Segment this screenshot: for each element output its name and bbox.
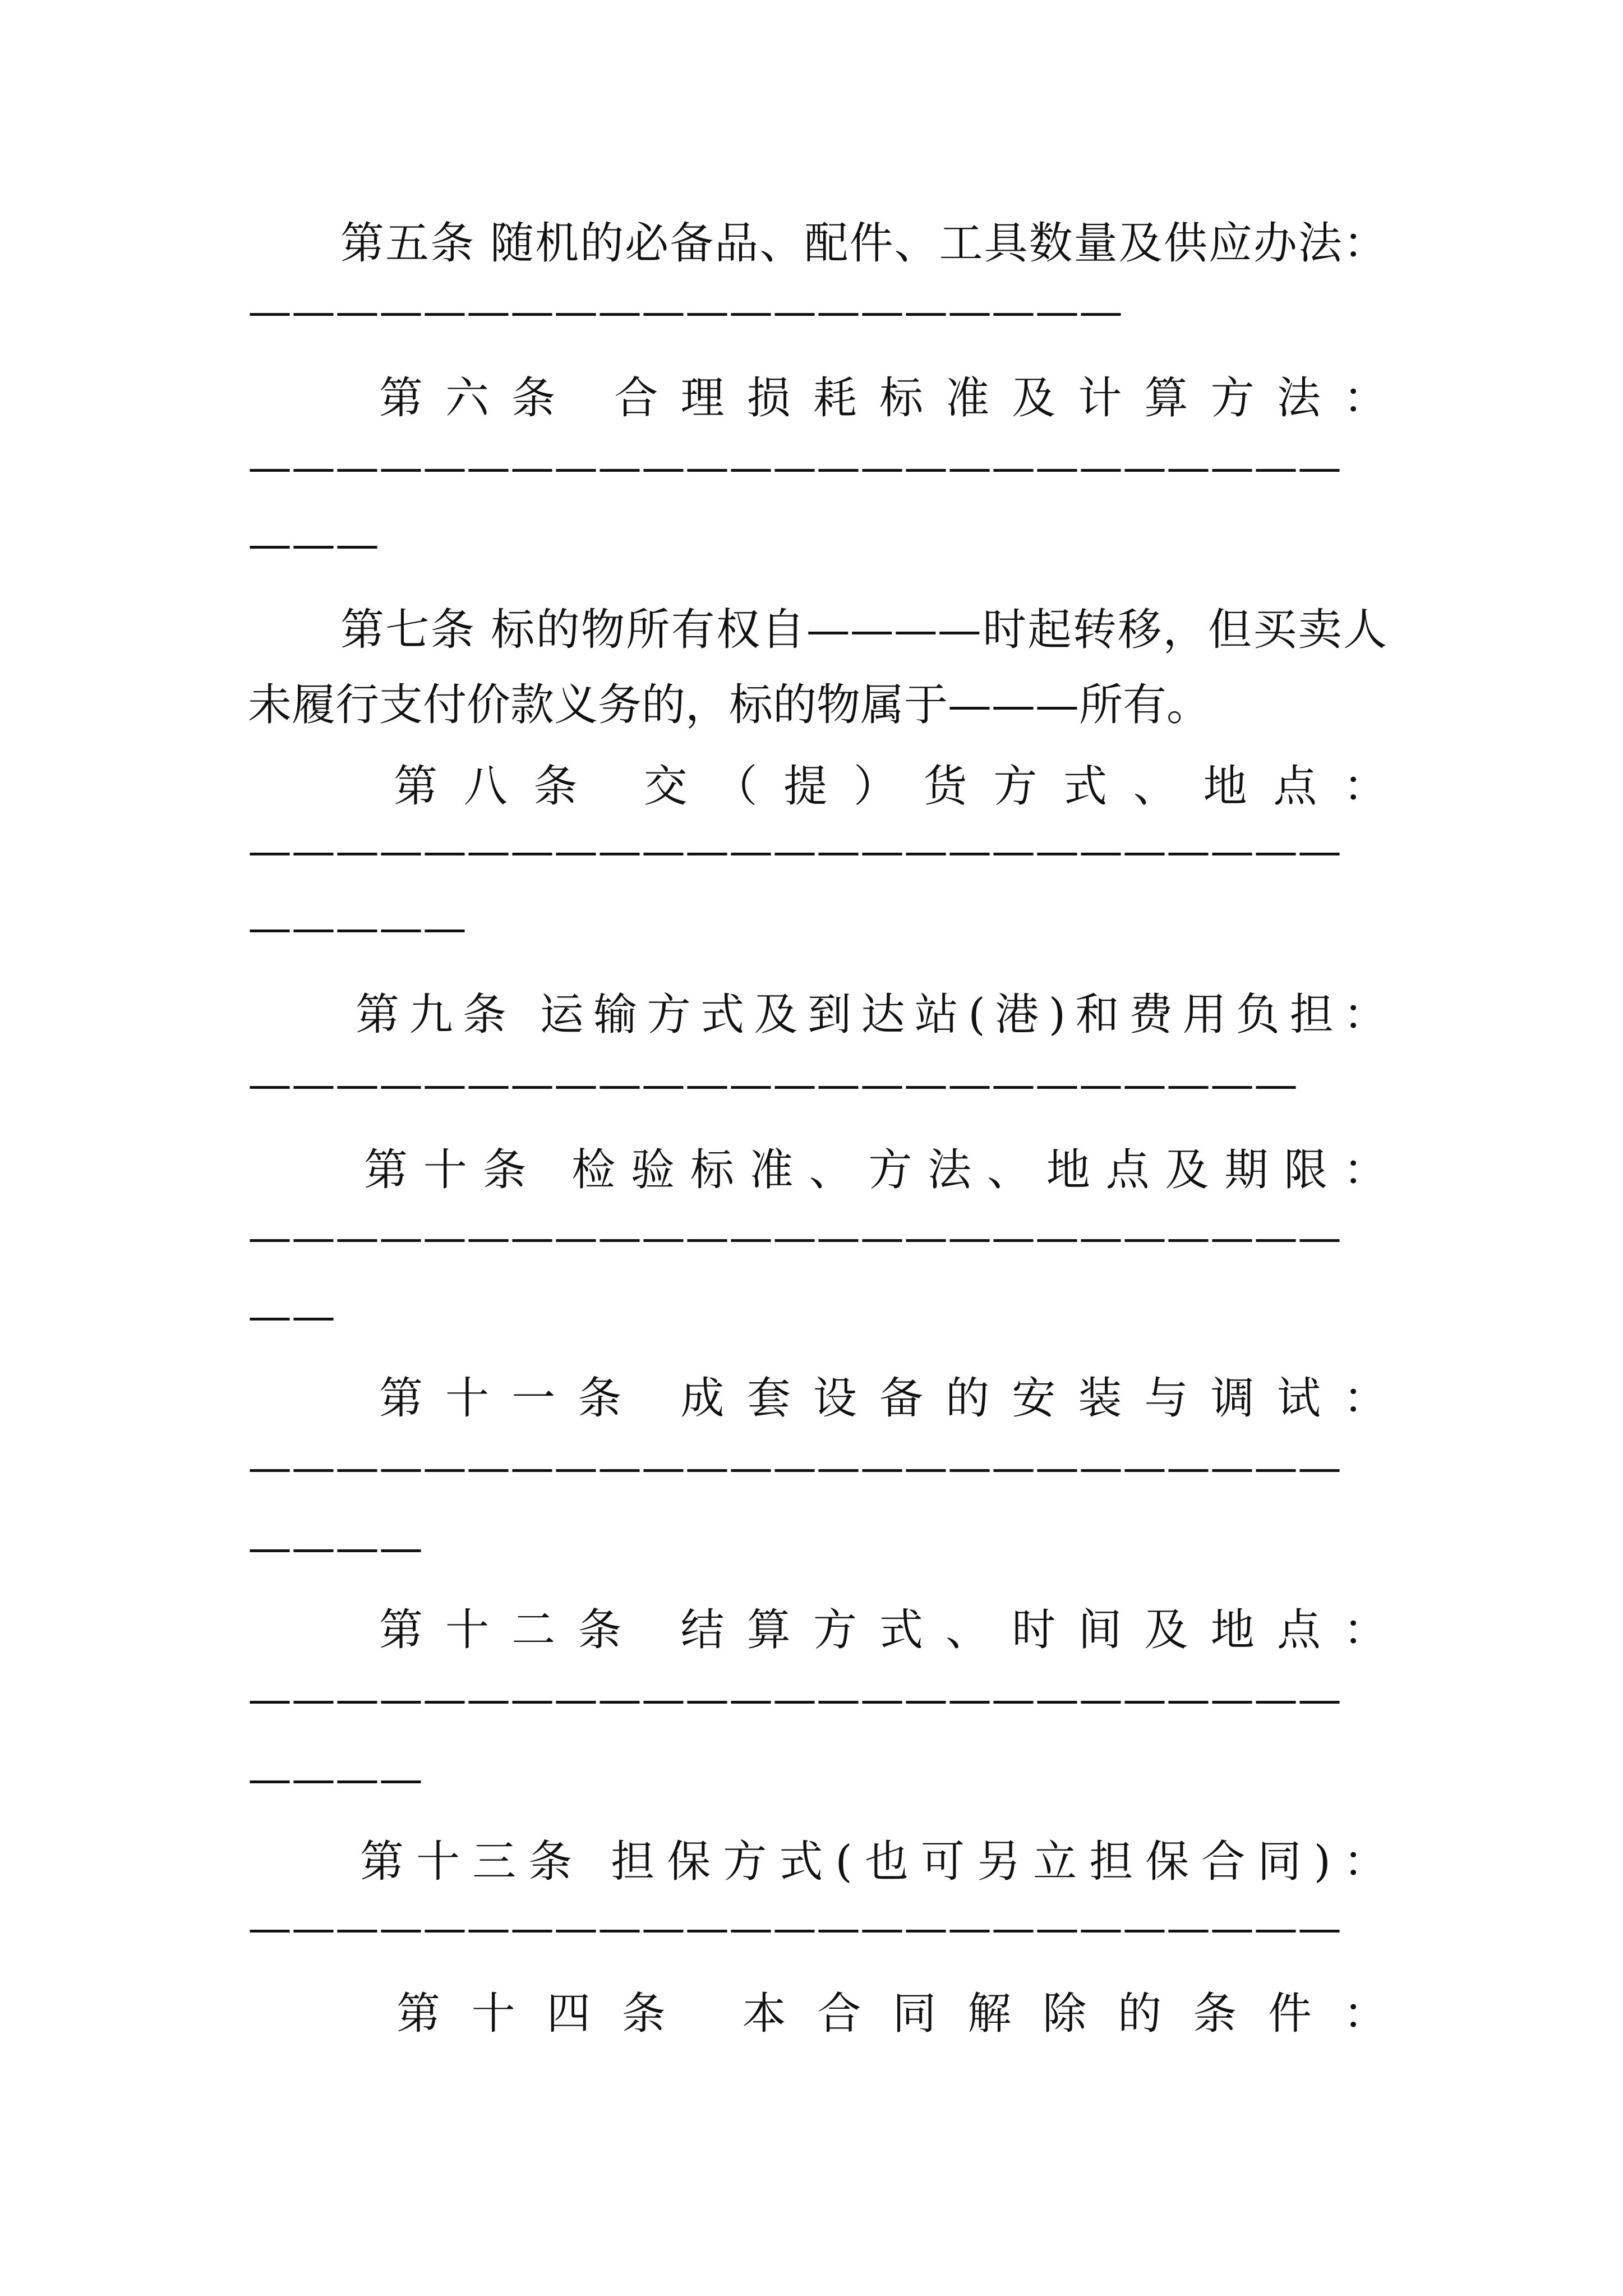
article-number: 第五条 [340, 218, 476, 269]
article-heading-line [248, 367, 1387, 429]
article-title: 交（提）货方式、地点： [643, 761, 1387, 812]
article-number: 第十三条 [360, 1837, 585, 1887]
article-heading-line [248, 1599, 1387, 1661]
article-title: 检验标准、方法、地点及期限： [571, 1145, 1387, 1195]
blank-fill-line: ———— [248, 1522, 423, 1573]
article-title: 担保方式(也可另立担保合同)： [611, 1837, 1387, 1887]
blank-fill-line: ————————————————————————— [248, 442, 1341, 493]
article-heading-line [248, 984, 1387, 1046]
article-heading-line [248, 1831, 1387, 1893]
blank-fill-line: ————————————————————————— [248, 1442, 1341, 1493]
article-title: 合理损耗标准及计算方法： [614, 373, 1387, 424]
article-heading-line [248, 1368, 1387, 1429]
blank-fill-line: ———————————————————— [248, 286, 1123, 337]
article-heading-line [248, 213, 1387, 274]
article-title: 成套设备的安装与调试： [680, 1373, 1387, 1424]
article-number: 第十二条 [379, 1605, 644, 1655]
article-title: 本合同解除的条件： [742, 1989, 1387, 2039]
article-heading-line [248, 1139, 1387, 1201]
article-continuation-line: 未履行支付价款义务的，标的物属于———所有。 [248, 680, 1211, 730]
blank-fill-line: ——— [248, 519, 379, 569]
article-heading-line [248, 1983, 1387, 2045]
article-number: 第六条 [379, 373, 578, 424]
article-number: 第九条 [356, 990, 517, 1040]
article-title: 结算方式、时间及地点： [680, 1605, 1387, 1655]
blank-fill-line: ———————————————————————— [248, 1059, 1298, 1110]
article-title: 随机的必备品、配件、工具数量及供应办法： [490, 218, 1387, 269]
article-heading-line [248, 756, 1387, 817]
blank-fill-line: ———— [248, 1754, 423, 1804]
blank-fill-line: ————— [248, 903, 467, 953]
article-title: 标的物所有权自————时起转移，但买卖人 [491, 605, 1387, 655]
blank-fill-line: ————————————————————————— [248, 1903, 1341, 1953]
article-number: 第八条 [394, 761, 604, 812]
article-title: 运输方式及到达站(港)和费用负担： [540, 990, 1387, 1040]
blank-fill-line: —— [248, 1291, 335, 1341]
blank-fill-line: ————————————————————————— [248, 1212, 1341, 1263]
article-number: 第十一条 [379, 1373, 644, 1424]
article-number: 第七条 [340, 605, 476, 655]
blank-fill-line: ————————————————————————— [248, 826, 1341, 876]
article-number: 第十条 [364, 1145, 542, 1195]
article-heading-line [248, 599, 1387, 661]
blank-fill-line: ————————————————————————— [248, 1674, 1341, 1724]
article-number: 第十四条 [396, 1989, 697, 2039]
